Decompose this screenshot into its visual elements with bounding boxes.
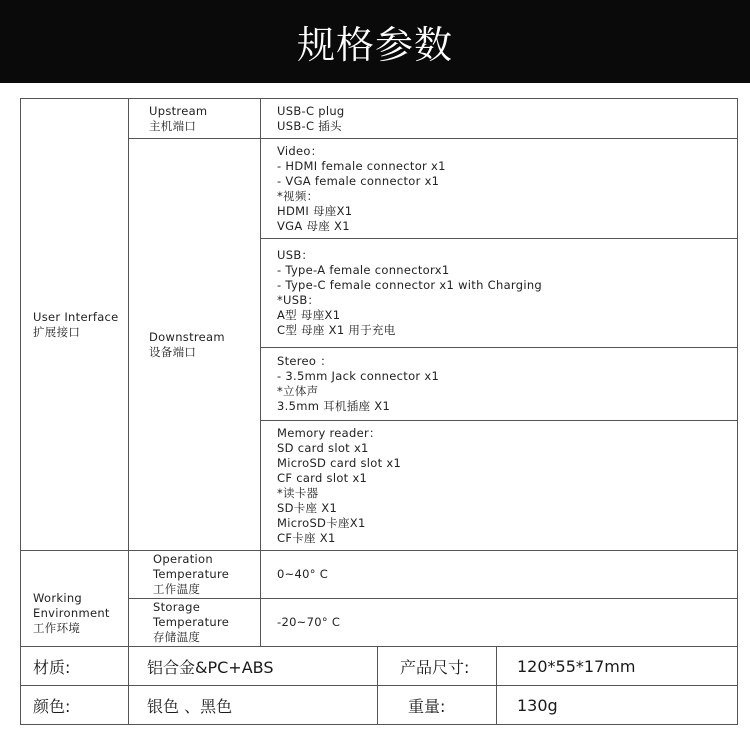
stereo-cell <box>261 348 738 421</box>
storage-label-cell <box>129 599 261 647</box>
color-value: 银色 、黑色 <box>129 686 378 725</box>
weight-label: 重量: <box>378 686 497 725</box>
user-interface-cell <box>21 99 129 551</box>
memory-value: Memory reader： SD card slot x1 MicroSD card slot x1 CF card slot x1 *读卡器 SD卡座 X1 MicroSD卡座X1 CF卡座 X1 <box>277 425 402 545</box>
weight-value: 130g <box>497 686 738 725</box>
material-value: 铝合金&PC+ABS <box>129 647 378 686</box>
operation-label: Operation Temperature 工作温度 <box>153 552 230 596</box>
operation-label-cell <box>129 551 261 599</box>
environment-cell <box>21 551 129 647</box>
operation-value: 0~40° C <box>277 567 329 581</box>
spec-table <box>20 98 738 647</box>
storage-label: Storage Temperature 存储温度 <box>153 600 230 644</box>
video-cell <box>261 139 738 239</box>
size-value: 120*55*17mm <box>497 647 738 686</box>
color-label: 颜色: <box>21 686 129 725</box>
usb-value: USB： - Type-A female connectorx1 - Type-C female connector x1 with Charging *USB： A型 母座X1 C型 母座 X1 用于充电 <box>277 248 543 337</box>
upstream-label: Upstream 主机端口 <box>149 103 208 133</box>
downstream-label-cell <box>129 139 261 551</box>
environment-label: Working Environment 工作环境 <box>33 591 110 635</box>
upstream-value: USB-C plug USB-C 插头 <box>277 103 345 133</box>
material-label: 材质: <box>21 647 129 686</box>
upstream-label-cell <box>129 99 261 139</box>
downstream-label: Downstream 设备端口 <box>149 329 225 359</box>
title-banner <box>0 0 750 83</box>
user-interface-label: User Interface 扩展接口 <box>33 309 119 339</box>
size-label: 产品尺寸: <box>378 647 497 686</box>
page-title: 规格参数 <box>296 23 453 67</box>
video-value: Video： - HDMI female connector x1 - VGA female connector x1 *视频： HDMI 母座X1 VGA 母座 X1 <box>277 143 446 233</box>
operation-value-cell <box>261 551 738 599</box>
storage-value-cell <box>261 599 738 647</box>
upstream-value-cell <box>261 99 738 139</box>
storage-value: -20~70° C <box>277 615 341 629</box>
stereo-value: Stereo ： - 3.5mm Jack connector x1 *立体声 3.5mm 耳机插座 X1 <box>277 354 440 413</box>
usb-cell <box>261 239 738 348</box>
bottom-info-table <box>20 646 738 725</box>
memory-cell <box>261 421 738 551</box>
